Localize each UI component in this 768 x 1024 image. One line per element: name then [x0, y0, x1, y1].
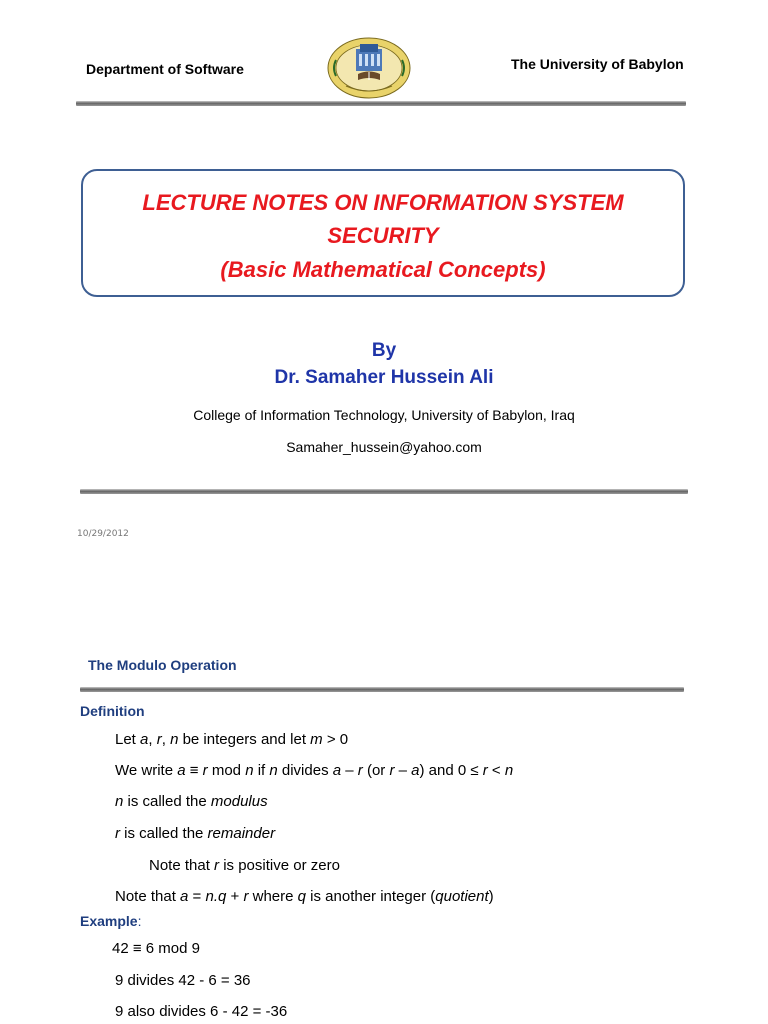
- definition-line-5: Note that r is positive or zero: [149, 857, 340, 874]
- by-label: By: [371, 340, 397, 361]
- author-divider: [80, 489, 688, 494]
- example-line-2: 9 divides 42 - 6 = 36: [115, 972, 251, 989]
- author-name: Dr. Samaher Hussein Ali: [274, 367, 494, 388]
- section-title: The Modulo Operation: [88, 657, 237, 673]
- example-line-1: 42 ≡ 6 mod 9: [112, 940, 200, 957]
- university-seal-icon: [326, 36, 412, 100]
- author-email: Samaher_hussein@yahoo.com: [286, 439, 482, 455]
- date-label: 10/29/2012: [77, 529, 129, 539]
- definition-heading: Definition: [80, 703, 145, 719]
- definition-line-3: n is called the modulus: [115, 793, 268, 810]
- title-line-3: (Basic Mathematical Concepts): [220, 257, 546, 282]
- definition-line-2: We write a ≡ r mod n if n divides a – r (or r – a) and 0 ≤ r < n: [115, 762, 514, 779]
- definition-line-1: Let a, r, n be integers and let m > 0: [115, 731, 349, 748]
- header-divider: [76, 101, 686, 106]
- title-line-1: LECTURE NOTES ON INFORMATION SYSTEM: [142, 190, 624, 215]
- definition-line-4: r is called the remainder: [115, 825, 276, 842]
- title-box: [81, 169, 685, 297]
- author-affiliation: College of Information Technology, University of Babylon, Iraq: [193, 407, 575, 423]
- example-heading: Example:: [80, 913, 142, 929]
- definition-line-6: Note that a = n.q + r where q is another integer (quotient): [115, 888, 494, 905]
- university-label: The University of Babylon: [511, 56, 684, 72]
- section-divider: [80, 687, 684, 692]
- example-line-3: 9 also divides 6 - 42 = -36: [115, 1003, 288, 1020]
- title-line-2: SECURITY: [327, 223, 439, 248]
- department-label: Department of Software: [86, 61, 244, 77]
